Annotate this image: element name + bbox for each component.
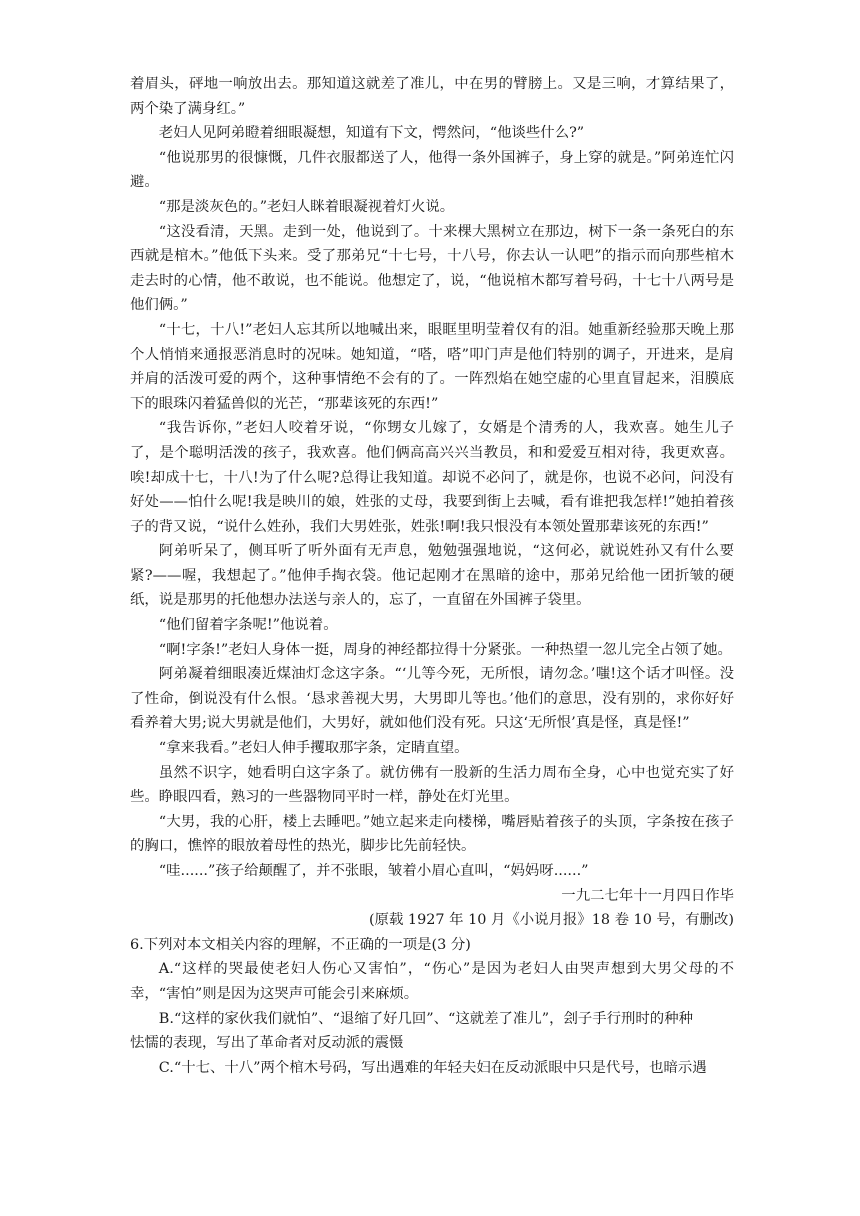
paragraph: “我告诉你，”老妇人咬着牙说，“你甥女儿嫁了，女婿是个清秀的人，我欢喜。她生儿子了，是个聪明活泼的孩子，我欢喜。他们俩高高兴兴当教员，和和爱爱互相对待，我更欢喜。唉!却成十七，十八!为了什么呢?总得让我知道。却说不必问了，就是你，也说不必问，问没有好处——怕什么呢!我是映川的娘，姓张的丈母，我要到街上去喊，看有谁把我怎样!”她拍着孩子的背又说，“说什么姓孙，我们大男姓张，姓张!啊!我只恨没有本领处置那辈该死的东西!” xyxy=(130,420,734,535)
paragraph: “哇......”孩子给颠醒了，并不张眼，皱着小眉心直叫，“妈妈呀......” xyxy=(158,863,589,879)
paragraph: “那是淡灰色的。”老妇人眯着眼凝视着灯火说。 xyxy=(158,198,455,215)
paragraph: 虽然不识字，她看明白这字条了。就仿佛有一股新的生活力周布全身，心中也觉充实了好些。睁眼四看，熟习的一些器物同平时一样，静处在灯光里。 xyxy=(130,764,734,806)
option-b: B.“这样的家伙我们就怕”、“退缩了好几回”、“这就差了准儿”，刽子手行刑时的种种 xyxy=(158,1010,693,1027)
paragraph: 阿弟凝着细眼凑近煤油灯念这字条。“‘儿等今死，无所恨，请勿念。’嗤!这个话才叫怪。没了性命，倒说没有什么恨。‘恳求善视大男，大男即儿等也。’他们的意思，没有别的，求你好好看养着大男;说大男就是他们，大男好，就如他们没有死。只这‘无所恨’真是怪，真是怪!” xyxy=(130,666,734,732)
option-a: A.“这样的哭最使老妇人伤心又害怕”，“伤心”是因为老妇人由哭声想到大男父母的不幸，“害怕”则是因为这哭声可能会引来麻烦。 xyxy=(130,961,734,1002)
paragraph: 着眉头，砰地一响放出去。那知道这就差了准儿，中在男的臂膀上。又是三响，才算结果了，两个染了满身红。” xyxy=(130,76,734,117)
paragraph: 阿弟听呆了，侧耳听了听外面有无声息，勉勉强强地说，“这何必，就说姓孙又有什么要紧?——喔，我想起了。”他伸手掏衣袋。他记起刚才在黑暗的途中，那弟兄给他一团折皱的硬纸，说是那男的托他想办法送与亲人的，忘了，一直留在外国裤子袋里。 xyxy=(130,543,734,609)
option-c: C.“十七、十八”两个棺木号码，写出遇难的年轻夫妇在反动派眼中只是代号，也暗示遇 xyxy=(158,1059,707,1076)
paragraph: “这没看清，天黑。走到一处，他说到了。十来棵大黑树立在那边，树下一条一条死白的东西就是棺木。”他低下头来。受了那弟兄“十七号，十八号，你去认一认吧”的指示而向那些棺木走去时的心情，他不敢说，也不能说。他想定了，说，“他说棺木都写着号码，十七十八两号是他们俩。” xyxy=(130,223,734,314)
option-b-continued: 怯懦的表现，写出了革命者对反动派的震慑 xyxy=(130,1035,404,1052)
paragraph: 老妇人见阿弟瞪着细眼凝想，知道有下文，愕然问，“他谈些什么?” xyxy=(158,125,585,142)
question-6 xyxy=(130,933,734,1081)
date-line: 一九二七年十一月四日作毕 xyxy=(561,887,734,904)
source-line: (原载 1927 年 10 月《小说月报》18 卷 10 号，有删改) xyxy=(368,912,734,929)
paragraph: “大男，我的心肝，楼上去睡吧。”她立起来走向楼梯，嘴唇贴着孩子的头顶，字条按在孩子的胸口，憔悴的眼放着母性的热光，脚步比先前轻快。 xyxy=(130,813,734,855)
paragraph: “啊!字条!”老妇人身体一挺，周身的神经都拉得十分紧张。一种热望一忽儿完全占领了她。 xyxy=(158,641,732,658)
story-body xyxy=(130,72,734,933)
paragraph: “他说那男的很慷慨，几件衣服都送了人，他得一条外国裤子，身上穿的就是。”阿弟连忙闪避。 xyxy=(130,149,734,191)
question-stem: 6.下列对本文相关内容的理解，不正确的一项是(3 分) xyxy=(130,936,471,953)
paragraph: “他们留着字条呢!”他说着。 xyxy=(158,617,338,634)
paragraph: “十七，十八!”老妇人忘其所以地喊出来，眼眶里明莹着仅有的泪。她重新经验那天晚上那个人悄悄来通报恶消息时的况味。她知道，“嗒，嗒”叩门声是他们特别的调子，开进来，是肩并肩的活泼可爱的两个，这种事情绝不会有的了。一阵烈焰在她空虚的心里直冒起来，泪膜底下的眼珠闪着猛兽似的光芒，“那辈该死的东西!” xyxy=(130,321,734,412)
paragraph: “拿来我看。”老妇人伸手攫取那字条，定睛直望。 xyxy=(158,740,469,757)
